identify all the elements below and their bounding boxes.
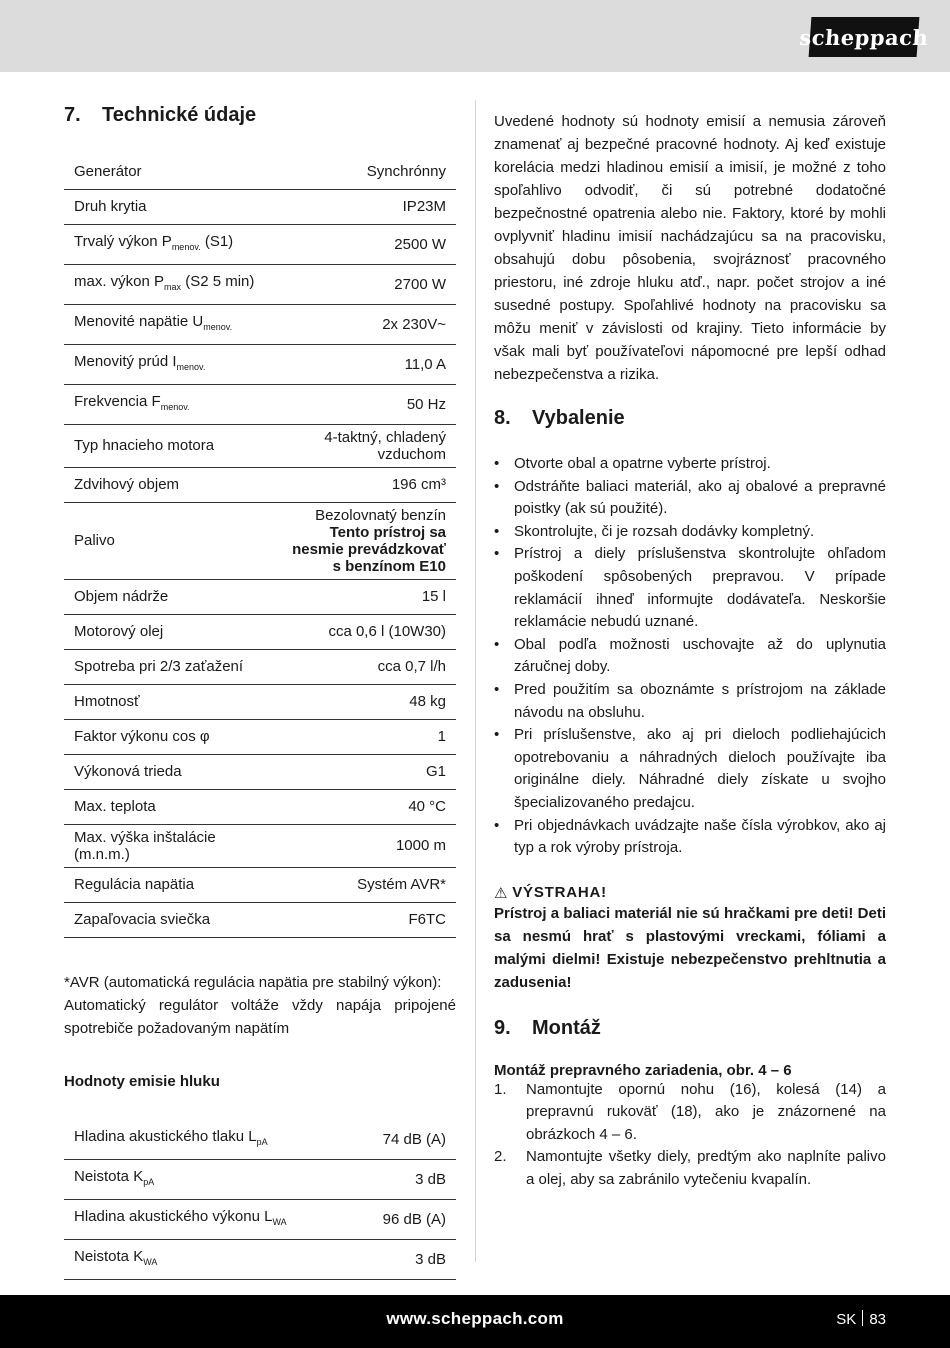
value-text: cca 0,7 l/h	[377, 658, 446, 675]
label-subscript: WA	[272, 1217, 287, 1227]
label-text: Frekvencia F	[74, 393, 161, 410]
label-subscript: menov.	[160, 402, 190, 412]
row-value	[274, 385, 456, 425]
row-label	[64, 720, 274, 755]
value-text: 1000 m	[395, 837, 446, 854]
row-label	[64, 1120, 353, 1160]
row-label	[64, 868, 274, 903]
step-number: 1.	[494, 1080, 507, 1098]
section-number: 7.	[64, 104, 81, 126]
row-label	[64, 825, 274, 868]
value-text: 50 Hz	[406, 395, 446, 413]
table-row	[64, 685, 456, 720]
label-subscript: menov.	[176, 362, 206, 372]
label-text: Neistota K	[74, 1248, 144, 1265]
label-tail: (S2 5 min)	[181, 273, 255, 290]
row-value	[353, 1200, 456, 1240]
warning-label: VÝSTRAHA!	[512, 884, 607, 902]
row-label	[64, 503, 274, 580]
list-item: • Obal podľa možnosti uschovajte až do uplynutia záručnej doby.	[494, 634, 886, 679]
label-text: Hladina akustického výkonu L	[74, 1208, 273, 1225]
label-text: Hmotnosť	[74, 693, 140, 710]
avr-description: Automatický regulátor voltáže vždy napája pripojené spotrebiče požadovaným napätím	[64, 997, 456, 1037]
label-text: Objem nádrže	[74, 588, 169, 605]
table-row	[64, 425, 456, 468]
label-text: Zdvihový objem	[74, 476, 180, 493]
list-item: • Pred použitím sa oboznámte s prístrojom na základe návodu na obsluhu.	[494, 679, 886, 724]
section-number: 9.	[494, 1016, 511, 1039]
row-label	[64, 425, 274, 468]
label-text: Palivo	[74, 532, 115, 549]
value-text: 3 dB	[415, 1250, 446, 1268]
value-text: cca 0,6 l (10W30)	[328, 623, 446, 640]
value-bold-line: s benzínom E10	[332, 558, 446, 575]
section-9-heading	[494, 1017, 886, 1040]
label-line: (m.n.m.)	[74, 846, 130, 863]
table-row	[64, 265, 456, 305]
label-text: Neistota K	[74, 1168, 144, 1185]
list-item: • Odstráňte baliaci materiál, ako aj obalové a prepravné poistky (ak sú použité).	[494, 476, 886, 521]
row-value	[274, 425, 456, 468]
value-text: 40 °C	[408, 798, 446, 815]
value-text: 11,0 A	[404, 355, 446, 373]
scheppach-logo: scheppach	[809, 17, 920, 57]
row-label	[64, 155, 274, 190]
table-row	[64, 650, 456, 685]
section-7-heading	[64, 104, 456, 127]
table-row	[64, 755, 456, 790]
value-text: 96 dB (A)	[382, 1210, 446, 1228]
page-number: 83	[869, 1311, 886, 1328]
warning-text: Prístroj a baliaci materiál nie sú hračkami pre deti! Deti sa nesmú hrať s plastovými vreckami, fóliami a malými dielmi! Existuje nebezpečenstvo prehltnutia a zadusenia!	[494, 904, 886, 991]
label-text: Regulácia napätia	[74, 876, 195, 893]
table-row	[64, 790, 456, 825]
warning-triangle-icon: ⚠	[494, 884, 509, 902]
list-item: • Prístroj a diely príslušenstva skontrolujte ohľadom poškodení spôsobených prepravou. V prípade reklamácií ihneď informujte dodávateľa. Neskoršie reklamácie nebudú uznané.	[494, 543, 886, 633]
row-label	[64, 650, 274, 685]
right-column	[494, 110, 886, 1192]
label-subscript: max	[164, 282, 182, 292]
label-text: Zapaľovacia sviečka	[74, 911, 211, 928]
label-text: max. výkon P	[74, 273, 165, 290]
value-text: 15 l	[421, 588, 446, 605]
list-item	[494, 1079, 886, 1147]
step-text: Namontujte opornú nohu (16), kolesá (14) a prepravnú rukoväť (18), ako je znázornené na obrázkoch 4 – 6.	[526, 1080, 886, 1143]
label-text: Typ hnacieho motora	[74, 437, 215, 454]
table-row	[64, 1240, 456, 1280]
label-subscript: WA	[143, 1257, 158, 1267]
row-value	[274, 825, 456, 868]
section-number: 8.	[494, 407, 511, 429]
value-text: G1	[425, 763, 446, 780]
row-value	[274, 345, 456, 385]
row-label	[64, 903, 274, 938]
label-text: Generátor	[74, 163, 142, 180]
row-value	[274, 903, 456, 938]
table-row	[64, 1200, 456, 1240]
label-subscript: menov.	[171, 242, 201, 252]
value-line: Bezolovnatý benzín	[315, 507, 446, 524]
row-value	[274, 868, 456, 903]
list-item: • Skontrolujte, či je rozsah dodávky kompletný.	[494, 521, 886, 544]
row-label	[64, 580, 274, 615]
table-row	[64, 503, 456, 580]
label-text: Menovité napätie U	[74, 313, 204, 330]
avr-note: *AVR (automatická regulácia napätia pre stabilný výkon):	[64, 974, 442, 991]
value-text: 48 kg	[409, 693, 446, 710]
label-text: Motorový olej	[74, 623, 164, 640]
value-text: 1	[437, 728, 446, 745]
row-label	[64, 1200, 353, 1240]
row-label	[64, 1160, 353, 1200]
row-label	[64, 468, 274, 503]
value-text: IP23M	[402, 198, 446, 215]
step-text: Namontujte všetky diely, predtým ako naplníte palivo a olej, aby sa zabránilo vytečeniu kvapalín.	[526, 1148, 886, 1189]
table-row	[64, 190, 456, 225]
label-line: Max. výška inštalácie	[74, 829, 216, 846]
header-bar	[0, 0, 950, 72]
table-row	[64, 385, 456, 425]
row-label	[64, 685, 274, 720]
table-row	[64, 468, 456, 503]
row-value	[274, 225, 456, 265]
row-value	[274, 468, 456, 503]
table-row	[64, 868, 456, 903]
step-number: 2.	[494, 1148, 507, 1166]
section-title: Vybalenie	[532, 407, 625, 429]
label-text: Výkonová trieda	[74, 763, 182, 780]
label-text: Menovitý prúd I	[74, 353, 177, 370]
technical-specs-table	[64, 155, 456, 938]
unpacking-list	[494, 453, 886, 860]
value-bold-line: nesmie prevádzkovať	[292, 541, 446, 558]
noise-emission-table	[64, 1120, 456, 1280]
row-value	[274, 155, 456, 190]
value-line: 4-taktný, chladený	[324, 429, 446, 446]
list-item	[494, 1146, 886, 1191]
language-code: SK	[836, 1311, 857, 1328]
row-label	[64, 755, 274, 790]
left-column	[64, 104, 456, 1280]
table-row	[64, 305, 456, 345]
row-value	[274, 305, 456, 345]
label-subscript: pA	[256, 1137, 268, 1147]
value-text: 74 dB (A)	[382, 1130, 446, 1148]
label-text: Druh krytia	[74, 198, 147, 215]
column-divider	[475, 100, 476, 1262]
section-title: Montáž	[532, 1016, 601, 1039]
footer-bar	[0, 1295, 950, 1348]
noise-emission-title: Hodnoty emisie hluku	[64, 1073, 220, 1090]
row-value	[274, 615, 456, 650]
row-label	[64, 1240, 353, 1280]
row-label	[64, 790, 274, 825]
table-row	[64, 615, 456, 650]
assembly-steps	[494, 1079, 886, 1192]
table-row	[64, 1120, 456, 1160]
row-value	[274, 720, 456, 755]
value-text: 2500 W	[394, 235, 446, 253]
row-value	[353, 1240, 456, 1280]
row-label	[64, 190, 274, 225]
row-value	[274, 685, 456, 720]
row-label	[64, 265, 274, 305]
table-row	[64, 225, 456, 265]
table-row	[64, 580, 456, 615]
row-label	[64, 615, 274, 650]
table-row	[64, 720, 456, 755]
row-value	[274, 265, 456, 305]
row-value	[274, 580, 456, 615]
section-title: Technické údaje	[102, 104, 257, 126]
row-value	[353, 1120, 456, 1160]
label-text: Faktor výkonu cos φ	[74, 728, 210, 745]
row-label	[64, 305, 274, 345]
table-row	[64, 825, 456, 868]
label-text: Spotreba pri 2/3 zaťažení	[74, 658, 244, 675]
list-item: • Otvorte obal a opatrne vyberte prístroj.	[494, 453, 886, 476]
list-item: • Pri príslušenstve, ako aj pri dieloch podliehajúcich opotrebovaniu a náhradných dieloch používajte iba originálne diely. Náhradné diely získate u svojho špecializovaného predajcu.	[494, 724, 886, 814]
row-value	[274, 790, 456, 825]
value-text: 2700 W	[394, 275, 446, 293]
warning-title	[494, 884, 886, 902]
label-subscript: menov.	[203, 322, 233, 332]
row-value	[274, 650, 456, 685]
table-row	[64, 1160, 456, 1200]
row-label	[64, 345, 274, 385]
value-text: Synchrónny	[366, 163, 446, 180]
value-text: Systém AVR*	[357, 876, 446, 893]
label-text: Trvalý výkon P	[74, 233, 172, 250]
row-value	[274, 755, 456, 790]
value-text: 196 cm³	[391, 476, 446, 493]
value-text: 2x 230V~	[382, 315, 446, 333]
row-value	[353, 1160, 456, 1200]
page-indicator	[836, 1310, 886, 1328]
list-item: • Pri objednávkach uvádzajte naše čísla výrobkov, ako aj typ a rok výroby prístroja.	[494, 815, 886, 860]
table-row	[64, 345, 456, 385]
label-tail: (S1)	[200, 233, 234, 250]
value-text: F6TC	[408, 911, 446, 928]
website-link[interactable]: www.scheppach.com	[386, 1309, 564, 1328]
value-text: 3 dB	[415, 1170, 446, 1188]
row-label	[64, 385, 274, 425]
table-row	[64, 155, 456, 190]
assembly-subtitle: Montáž prepravného zariadenia, obr. 4 – 6	[494, 1061, 792, 1079]
label-text: Hladina akustického tlaku L	[74, 1128, 257, 1145]
value-line: vzduchom	[377, 446, 446, 463]
value-bold-line: Tento prístroj sa	[329, 524, 446, 541]
row-value	[274, 503, 456, 580]
label-subscript: pA	[143, 1177, 155, 1187]
emission-explanation: Uvedené hodnoty sú hodnoty emisií a nemusia zároveň znamenať aj bezpečné pracovné hodnoty. Aj keď existuje korelácia medzi hladinou emisií a imisií, je možné z toho spoľahlivo odvodiť, či sú potrebné dodatočné bezpečnostné opatrenia alebo nie. Faktory, ktoré by mohli ovplyvniť hladinu imisií nachádzajúcu sa na pracovisku, obsahujú dobu pôsobenia, svojráznosť pracovného priestoru, iné zdroje hluku atď., napr. počet strojov a iné susedné postupy. Spoľahlivé hodnoty na pracovisku sa môžu meniť v závislosti od krajiny. Tieto informácie by však mali byť používateľovi nápomocné pre lepší odhad nebezpečenstva a rizika.	[494, 113, 886, 383]
row-label	[64, 225, 274, 265]
section-8-heading	[494, 407, 886, 430]
label-text: Max. teplota	[74, 798, 156, 815]
row-value	[274, 190, 456, 225]
table-row	[64, 903, 456, 938]
